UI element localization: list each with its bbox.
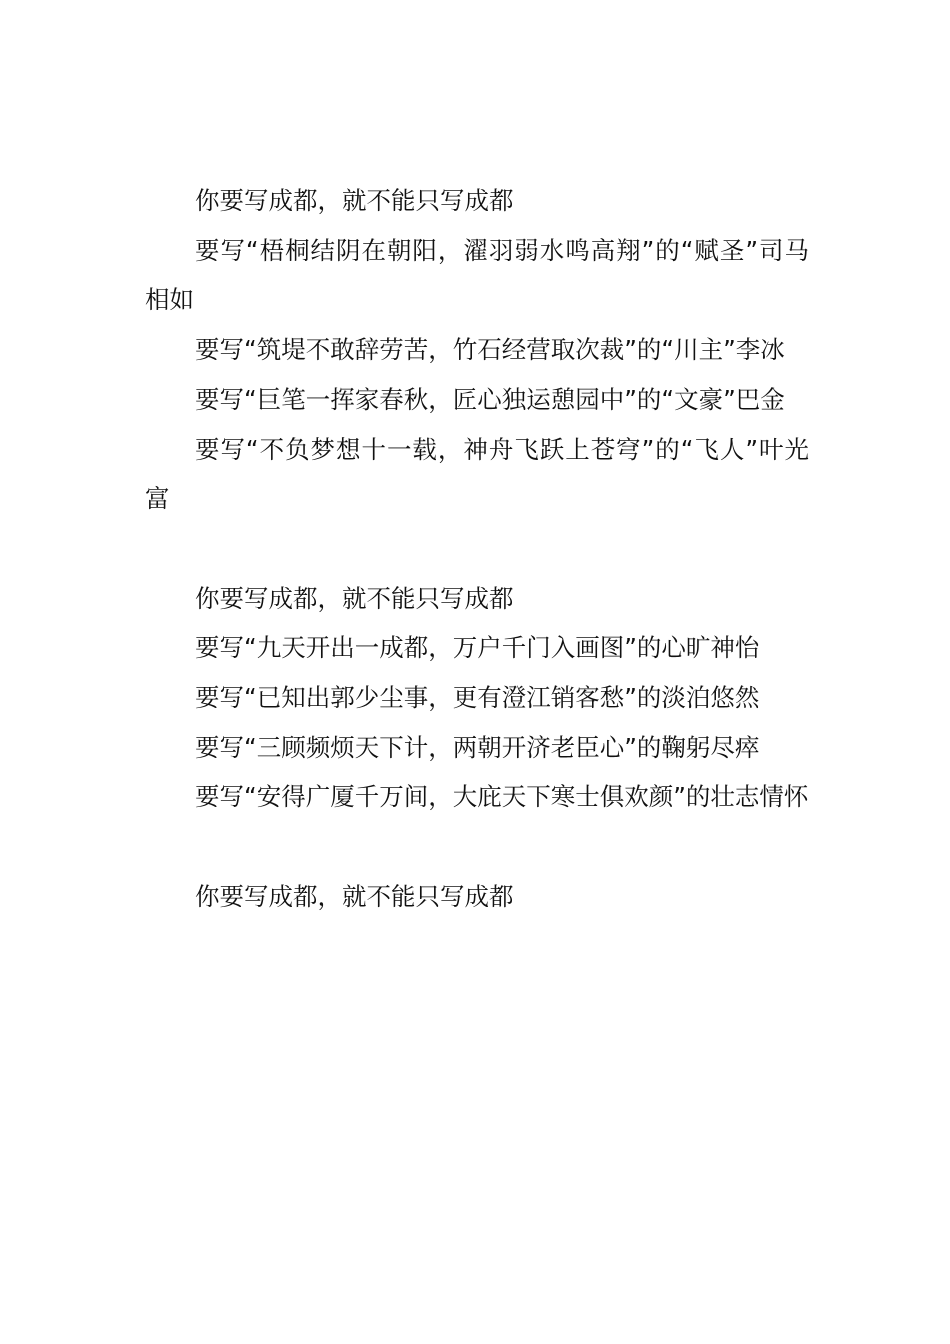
stanza-gap — [145, 524, 809, 574]
stanza-3-line-1: 你要写成都，就不能只写成都 — [195, 881, 514, 911]
stanza-1-line-3: 要写“筑堤不敢辞劳苦，竹石经营取次裁”的“川主”李冰 — [195, 335, 785, 365]
stanza-1-line-2: 要写“梧桐结阴在朝阳，濯羽弱水鸣高翔”的“赋圣”司马相如 — [145, 235, 809, 315]
stanza-gap — [145, 822, 809, 872]
poem-body — [145, 176, 809, 922]
stanza-1-line-1: 你要写成都，就不能只写成都 — [195, 186, 514, 215]
stanza-2-line-4: 要写“三顾频烦天下计，两朝开济老臣心”的鞠躬尽瘁 — [195, 732, 760, 762]
stanza-2-line-2: 要写“九天开出一成都，万户千门入画图”的心旷神怡 — [195, 633, 760, 663]
stanza-1-line-5: 要写“不负梦想十一载，神舟飞跃上苍穹”的“飞人”叶光富 — [145, 434, 809, 514]
stanza-1-line-4: 要写“巨笔一挥家春秋，匠心独运憩园中”的“文豪”巴金 — [195, 384, 785, 414]
stanza-2-line-1: 你要写成都，就不能只写成都 — [195, 583, 514, 613]
stanza-2-line-5: 要写“安得广厦千万间，大庇天下寒士俱欢颜”的壮志情怀 — [195, 782, 809, 812]
stanza-2-line-3: 要写“已知出郭少尘事，更有澄江销客愁”的淡泊悠然 — [195, 683, 760, 713]
